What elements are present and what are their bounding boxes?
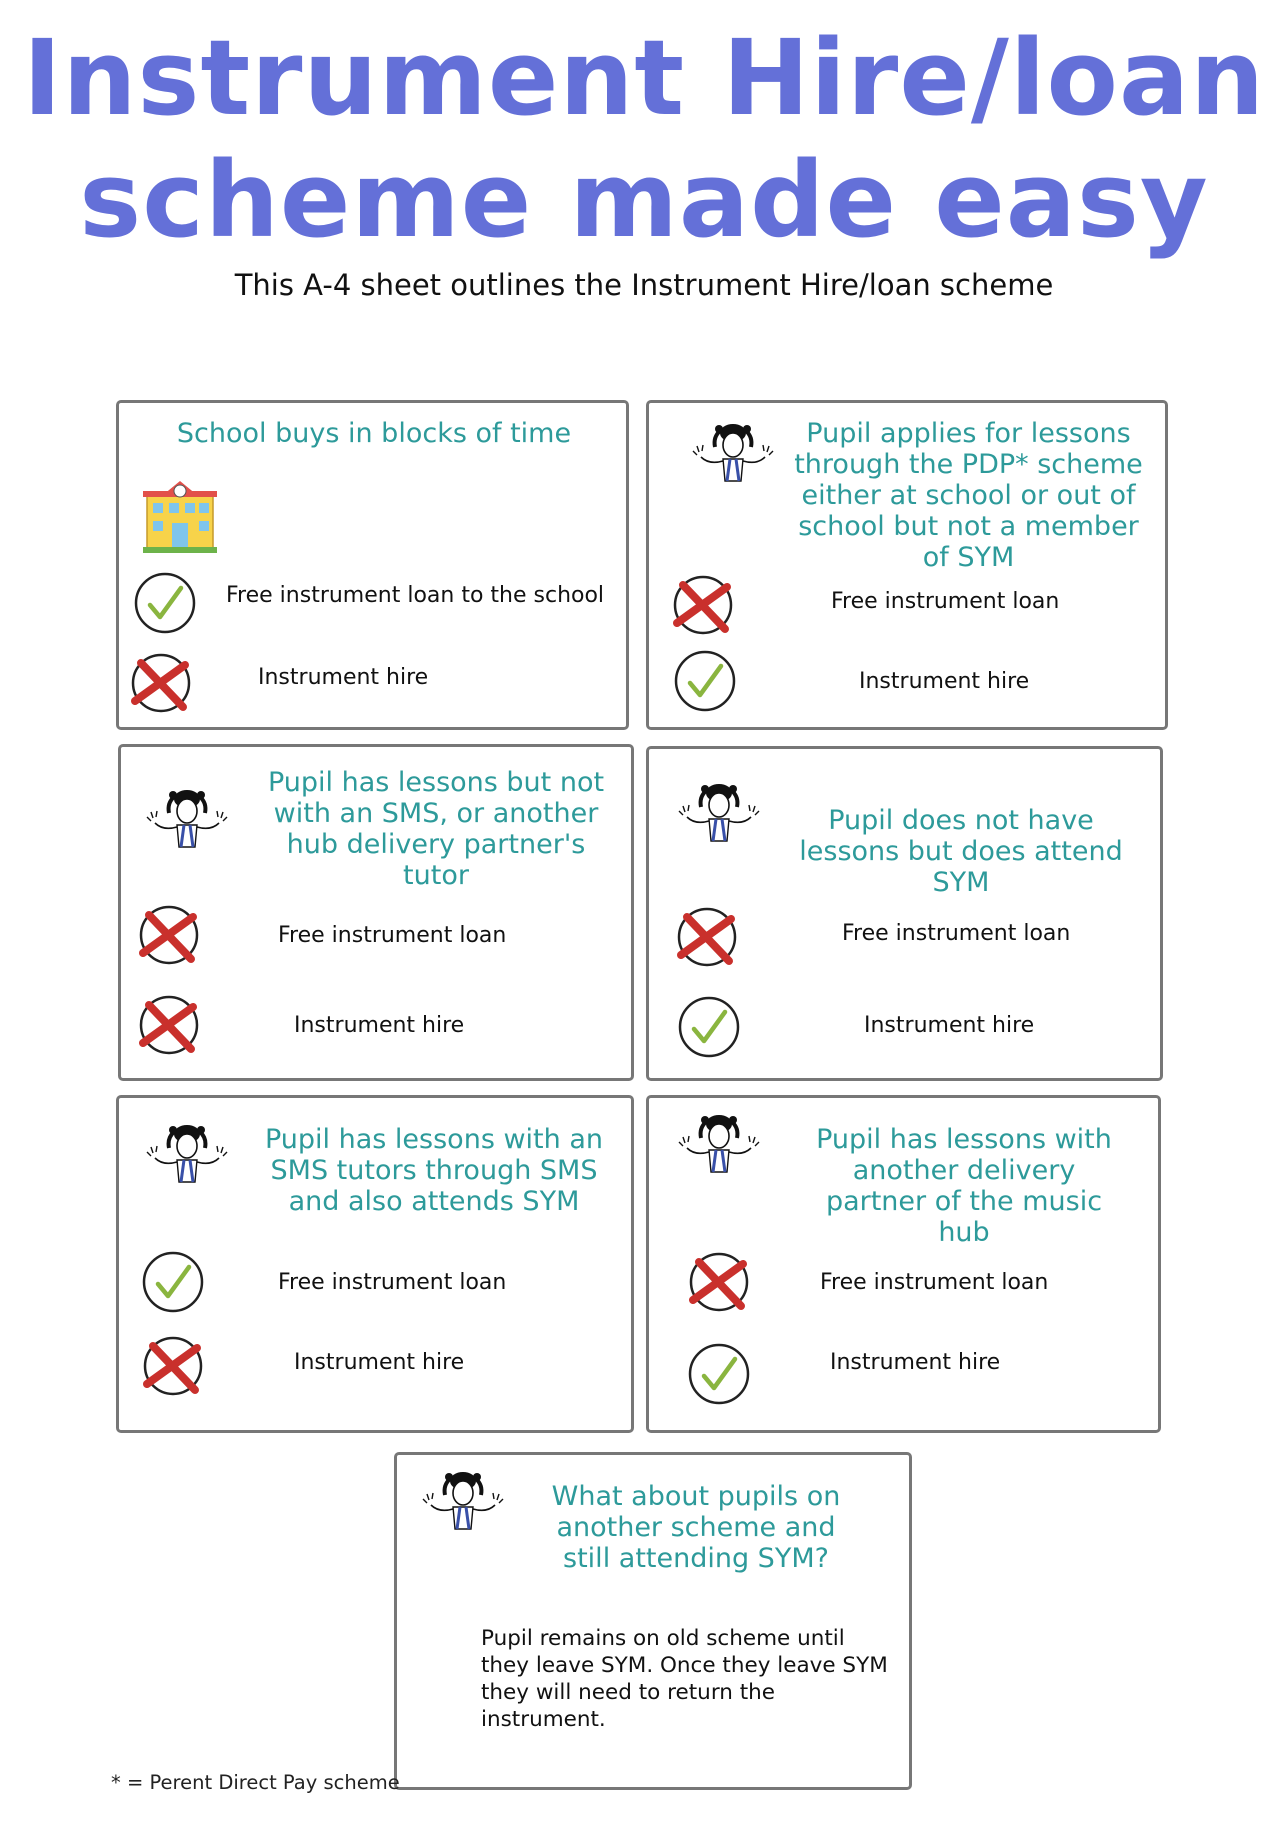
pupil-icon <box>685 419 781 489</box>
card-heading: Pupil has lessons with another delivery partner of the music hub <box>816 1124 1112 1248</box>
row-label: Instrument hire <box>258 665 429 690</box>
row-label: Free instrument loan <box>831 589 1060 614</box>
check-icon <box>133 571 197 635</box>
footnote: * = Perent Direct Pay scheme <box>111 1771 400 1794</box>
card-heading: What about pupils on another scheme and still attending SYM? <box>551 1481 841 1574</box>
row-label: Free instrument loan <box>278 1270 507 1295</box>
row-label: Instrument hire <box>864 1013 1035 1038</box>
school-building-icon <box>143 477 217 553</box>
row-label: Instrument hire <box>294 1013 465 1038</box>
body-line: they leave SYM. Once they leave SYM <box>481 1653 888 1678</box>
scheme-card-other-partner <box>646 1095 1161 1433</box>
cross-icon <box>127 651 191 715</box>
page-title-line-1: Instrument Hire/loan <box>22 17 1266 139</box>
card-heading: Pupil has lessons but not with an SMS, or another hub delivery partner's tutor <box>267 767 605 891</box>
pupil-icon <box>415 1467 511 1537</box>
card-heading: School buys in blocks of time <box>176 418 572 449</box>
check-icon <box>141 1250 205 1314</box>
cross-icon <box>673 905 737 969</box>
body-line: they will need to return the <box>481 1680 776 1705</box>
cross-icon <box>685 1250 749 1314</box>
check-icon <box>687 1342 751 1406</box>
page-title-line-2: scheme made easy <box>79 139 1209 261</box>
scheme-card-pdp <box>646 400 1168 730</box>
row-label: Instrument hire <box>830 1350 1001 1375</box>
scheme-card-other-scheme-sym <box>394 1452 912 1790</box>
check-icon <box>677 995 741 1059</box>
check-icon <box>673 649 737 713</box>
row-label: Instrument hire <box>859 669 1030 694</box>
page-subtitle: This A-4 sheet outlines the Instrument Hire/loan scheme <box>234 268 1054 302</box>
row-label: Free instrument loan <box>278 923 507 948</box>
pupil-icon <box>671 1110 767 1180</box>
pupil-icon <box>139 1120 235 1190</box>
row-label: Instrument hire <box>294 1350 465 1375</box>
cross-icon <box>135 993 199 1057</box>
pupil-icon <box>671 779 767 849</box>
card-heading: Pupil does not have lessons but does attend SYM <box>799 805 1123 898</box>
row-label: Free instrument loan <box>842 921 1071 946</box>
row-label: Free instrument loan to the school <box>226 583 605 608</box>
scheme-card-no-lessons-sym <box>646 746 1163 1081</box>
scheme-card-school-blocks <box>116 400 629 730</box>
pupil-icon <box>139 785 235 855</box>
scheme-card-lessons-not-sms <box>118 744 634 1081</box>
cross-icon <box>139 1334 203 1398</box>
cross-icon <box>669 573 733 637</box>
cross-icon <box>135 903 199 967</box>
card-heading: Pupil applies for lessons through the PDP* scheme either at school or out of school but not a member of SYM <box>794 418 1143 573</box>
row-label: Free instrument loan <box>820 1270 1049 1295</box>
body-line: Pupil remains on old scheme until <box>481 1626 845 1651</box>
card-heading: Pupil has lessons with an SMS tutors through SMS and also attends SYM <box>264 1124 603 1217</box>
body-line: instrument. <box>481 1707 606 1732</box>
scheme-card-sms-tutors <box>116 1095 634 1433</box>
card-body-text <box>481 1625 901 1733</box>
